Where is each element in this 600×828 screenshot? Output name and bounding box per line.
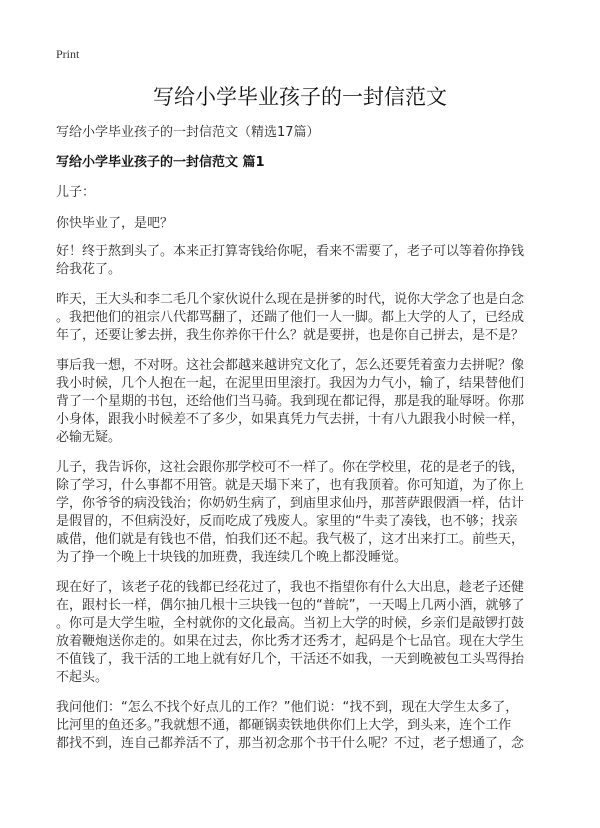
- paragraph-line: 戚借，他们就是有钱也不借，怕我们还不起。我气极了，这才出来打工。前些天，: [56, 532, 525, 547]
- paragraph-line: 小身体，跟我小时候差不了多少，如果真凭力气去拼，十有八九跟我小时候一样，: [56, 412, 525, 427]
- paragraph-line: 。你可是大学生啦，全村就你的文化最高。当初上大学的时候，乡亲们是敲锣打鼓: [56, 616, 525, 631]
- paragraph: [56, 699, 546, 753]
- paragraph-line: 我小时候，几个人抱在一起，在泥里田里滚打。我因为力气小，输了，结果替他们: [56, 376, 525, 391]
- print-link[interactable]: Print: [56, 47, 80, 61]
- paragraph: [56, 579, 546, 687]
- paragraph-line: 好！终于熬到头了。本来正打算寄钱给你呢，看来不需要了，老子可以等着你挣钱: [56, 244, 525, 259]
- paragraph-line: 年了，还要让爹去拼，我生你养你干什么？就是要拼，也是你自己拼去，是不是？: [56, 328, 525, 343]
- page-title: 写给小学毕业孩子的一封信范文: [153, 85, 447, 109]
- greeting: 儿子：: [56, 185, 96, 200]
- paragraph-line: 现在好了，该老子花的钱都已经花过了，我也不指望你有什么大出息，趁老子还健: [56, 580, 525, 595]
- paragraph-line: 必输无疑。: [56, 430, 122, 445]
- paragraph-line: 给我花了。: [56, 262, 122, 277]
- paragraph-line: 事后我一想，不对呀。这社会都越来越讲究文化了，怎么还要凭着蛮力去拼呢？像: [56, 358, 525, 373]
- letter-body: [56, 243, 546, 765]
- paragraph-line: 。我把他们的祖宗八代都骂翻了，还踹了他们一人一脚。都上大学的人了，已经成: [56, 310, 525, 325]
- subtitle: 写给小学毕业孩子的一封信范文（精选17篇）: [56, 125, 320, 140]
- paragraph-line: 背了一个星期的书包，还给他们当马骑。我到现在都记得，那是我的耻辱呀。你那: [56, 394, 525, 409]
- paragraph-line: 学，你爷爷的病没钱治；你奶奶生病了，到庙里求仙丹，那菩萨跟假酒一样，估计: [56, 496, 525, 511]
- paragraph-line: 不值钱了，我干活的工地上就有好几个，干活还不如我，一天到晚被包工头骂得抬: [56, 652, 525, 667]
- paragraph-line: 在，跟村长一样，偶尔抽几根十三块钱一包的“普皖”，一天喝上几两小酒，就够了: [56, 598, 525, 613]
- paragraph-line: 比河里的鱼还多。”我就想不通，都砸锅卖铁地供你们上大学，到头来，连个工作: [56, 718, 512, 733]
- paragraph-line: 我问他们：“怎么不找个好点儿的工作？”他们说：“找不到，现在大学生太多了，: [56, 700, 519, 715]
- paragraph-line: 儿子，我告诉你，这社会跟你那学校可不一样了。你在学校里，花的是老子的钱，: [56, 460, 525, 475]
- paragraph-line: 放着鞭炮送你走的。如果在过去，你比秀才还秀才，起码是个七品官。现在大学生: [56, 634, 525, 649]
- paragraph-line: 昨天，王大头和李二毛几个家伙说什么现在是拼爹的时代，说你大学念了也是白念: [56, 292, 525, 307]
- paragraph-line: 除了学习，什么事都不用管。就是天塌下来了，也有我顶着。你可知道，为了你上: [56, 478, 525, 493]
- paragraph: [56, 357, 546, 447]
- paragraph-line: 都找不到，连自己都养活不了，那当初念那个书干什么呢？不过，老子想通了，念: [56, 736, 525, 751]
- paragraph: [56, 291, 546, 345]
- paragraph-line: 不起头。: [56, 670, 109, 685]
- paragraph-line: 是假冒的，不但病没好，反而吃成了残废人。家里的“牛卖了凑钱，也不够；找亲: [56, 514, 518, 529]
- opening-question: 你快毕业了，是吧？: [56, 216, 174, 231]
- paragraph-line: 为了挣一个晚上十块钱的加班费，我连续几个晚上都没睡觉。: [56, 550, 408, 565]
- section-heading: 写给小学毕业孩子的一封信范文 篇1: [56, 155, 265, 170]
- paragraph: [56, 243, 546, 279]
- paragraph: [56, 459, 546, 567]
